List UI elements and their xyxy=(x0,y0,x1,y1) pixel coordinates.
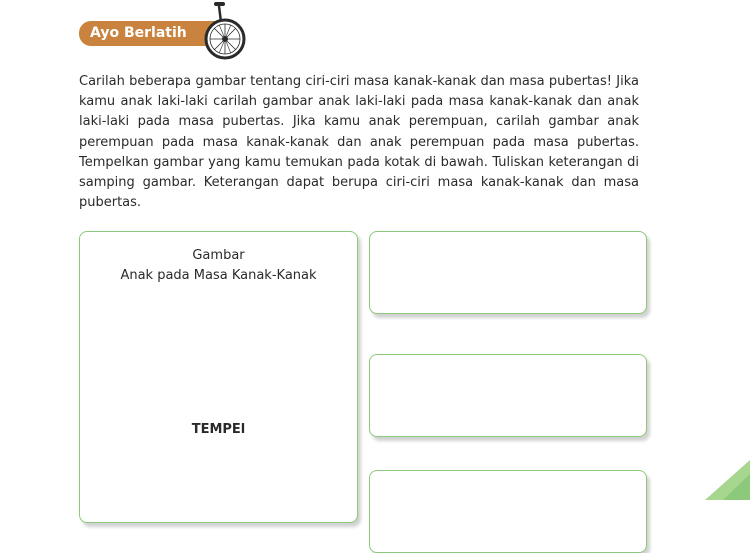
photo-box-subtitle: Anak pada Masa Kanak-Kanak xyxy=(120,268,317,283)
unicycle-icon xyxy=(197,0,249,60)
instructions-text: Carilah beberapa gambar tentang ciri-ciri masa kanak-kanak dan masa pubertas! Jika kamu anak laki-laki carilah gambar anak laki-laki pada masa kanak-kanak dan anak laki-laki pada masa pubertas. Jika kamu anak perempuan, carilah gambar anak perempuan pada masa kanak-kanak dan anak perempuan pada masa pubertas. Tempelkan gambar yang kamu temukan pada kotak di bawah. Tuliskan keterangan di samping gambar. Keterangan dapat berupa ciri-ciri masa kanak-kanak dan masa pubertas. xyxy=(79,74,639,211)
photo-box-title: Gambar xyxy=(192,248,245,263)
note-box-3 xyxy=(369,470,647,553)
note-box-2 xyxy=(369,354,647,437)
photo-paste-box xyxy=(79,231,358,523)
section-badge-label: Ayo Berlatih xyxy=(90,25,187,41)
page-corner-decoration xyxy=(705,460,750,500)
note-box-1 xyxy=(369,231,647,314)
paste-label: TEMPEl xyxy=(191,422,246,437)
